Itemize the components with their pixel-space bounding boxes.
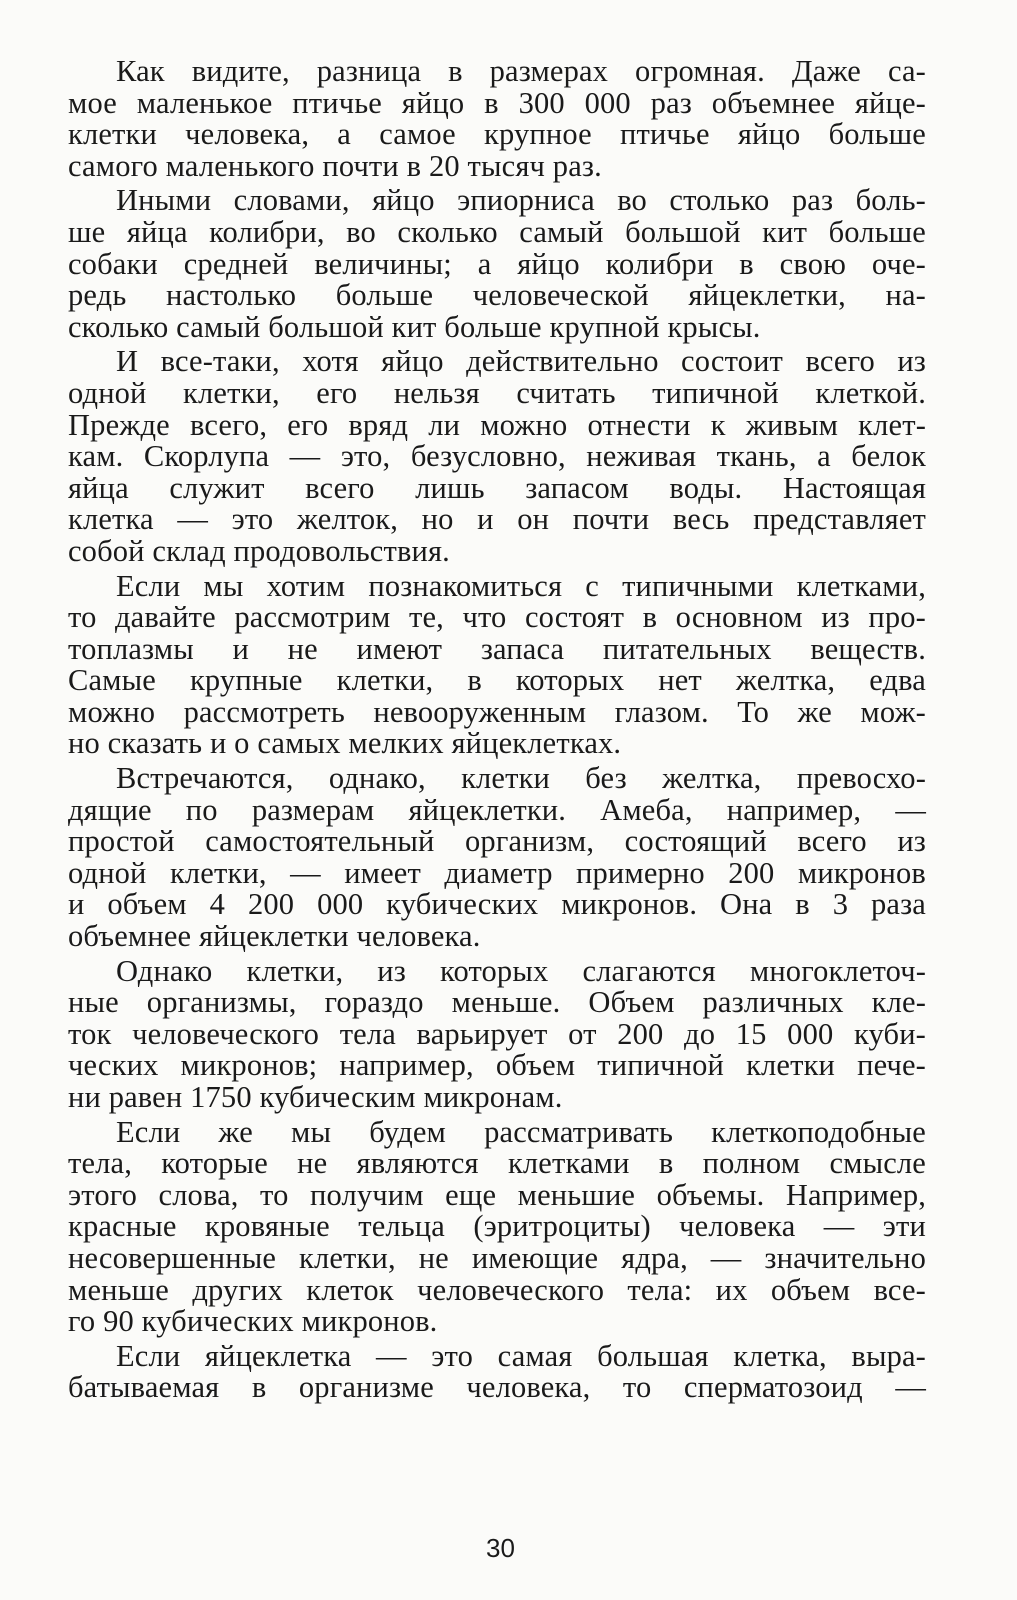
book-page-text bbox=[68, 56, 926, 1407]
text-line: простой самостоятельный организм, состоящий всего из bbox=[68, 824, 926, 859]
text-line: красные кровяные тельца (эритроциты) человека — эти bbox=[68, 1209, 926, 1244]
text-line: объемнее яйцеклетки человека. bbox=[68, 919, 481, 954]
text-line: Если же мы будем рассматривать клеткоподобные bbox=[116, 1114, 926, 1149]
text-line: но сказать и о самых мелких яйцеклетках. bbox=[68, 726, 622, 761]
text-line: клетки человека, а самое крупное птичье яйцо больше bbox=[68, 117, 926, 152]
text-line: то давайте рассмотрим те, что состоят в основном из про- bbox=[68, 600, 926, 635]
text-line: одной клетки, — имеет диаметр примерно 200 микронов bbox=[68, 855, 926, 890]
text-line: этого слова, то получим еще меньшие объемы. Например, bbox=[68, 1177, 926, 1212]
text-line: Встречаются, однако, клетки без желтка, превосхо- bbox=[116, 761, 926, 796]
page-number: 30 bbox=[486, 1533, 515, 1563]
paragraph bbox=[68, 1114, 926, 1339]
text-line: собой склад продовольствия. bbox=[68, 533, 450, 568]
text-line: Однако клетки, из которых слагаются многоклеточ- bbox=[116, 953, 926, 988]
paragraph bbox=[68, 568, 926, 761]
text-line: кам. Скорлупа — это, безусловно, неживая ткань, а белок bbox=[68, 439, 926, 474]
text-line: Если мы хотим познакомиться с типичными клетками, bbox=[116, 568, 926, 603]
text-line: дящие по размерам яйцеклетки. Амеба, например, — bbox=[68, 792, 926, 827]
text-line: Самые крупные клетки, в которых нет желтка, едва bbox=[68, 663, 926, 698]
text-line: клетка — это желток, но и он почти весь представляет bbox=[68, 502, 926, 537]
text-line: батываемая в организме человека, то сперматозоид — bbox=[68, 1370, 926, 1405]
text-line: ше яйца колибри, во сколько самый большой кит больше bbox=[68, 214, 926, 249]
text-line: самого маленького почти в 20 тысяч раз. bbox=[68, 148, 602, 183]
text-line: Прежде всего, его вряд ли можно отнести к живым клет- bbox=[68, 407, 926, 442]
paragraph bbox=[68, 953, 926, 1114]
text-line: Как видите, разница в размерах огромная. Даже са- bbox=[116, 54, 926, 88]
paragraph bbox=[68, 1338, 926, 1405]
paragraph bbox=[68, 56, 926, 182]
text-line: топлазмы и не имеют запаса питательных веществ. bbox=[68, 631, 926, 666]
text-line: И все-таки, хотя яйцо действительно состоит всего из bbox=[116, 344, 926, 379]
text-line: можно рассмотреть невооруженным глазом. То же мож- bbox=[68, 694, 926, 729]
text-line: ни равен 1750 кубическим микронам. bbox=[68, 1080, 563, 1114]
text-line: редь настолько больше человеческой яйцеклетки, на- bbox=[68, 278, 926, 313]
text-line: яйца служит всего лишь запасом воды. Настоящая bbox=[68, 470, 926, 505]
text-line: ток человеческого тела варьирует от 200 до 15 000 куби- bbox=[68, 1016, 926, 1051]
text-line: ческих микронов; например, объем типичной клетки пече- bbox=[68, 1048, 926, 1083]
text-line: сколько самый большой кит больше крупной крысы. bbox=[68, 309, 761, 344]
text-line: ные организмы, гораздо меньше. Объем различных кле- bbox=[68, 985, 926, 1020]
text-line: несовершенные клетки, не имеющие ядра, — значительно bbox=[68, 1240, 926, 1275]
text-line: одной клетки, его нельзя считать типичной клеткой. bbox=[68, 375, 926, 410]
paragraph bbox=[68, 763, 926, 953]
paragraph bbox=[68, 346, 926, 567]
text-line: мое маленькое птичье яйцо в 300 000 раз объемнее яйце- bbox=[68, 85, 926, 120]
text-line: Если яйцеклетка — это самая большая клетка, выра- bbox=[116, 1338, 926, 1373]
text-line: и объем 4 200 000 кубических микронов. Она в 3 раза bbox=[68, 887, 926, 922]
paragraph bbox=[68, 185, 926, 343]
text-line: го 90 кубических микронов. bbox=[68, 1304, 438, 1339]
text-line: Иными словами, яйцо эпиорниса во столько раз боль- bbox=[116, 183, 926, 218]
text-line: собаки средней величины; а яйцо колибри в свою оче- bbox=[68, 246, 926, 281]
text-line: меньше других клеток человеческого тела: их объем все- bbox=[68, 1272, 926, 1307]
text-line: тела, которые не являются клетками в полном смысле bbox=[68, 1146, 926, 1181]
